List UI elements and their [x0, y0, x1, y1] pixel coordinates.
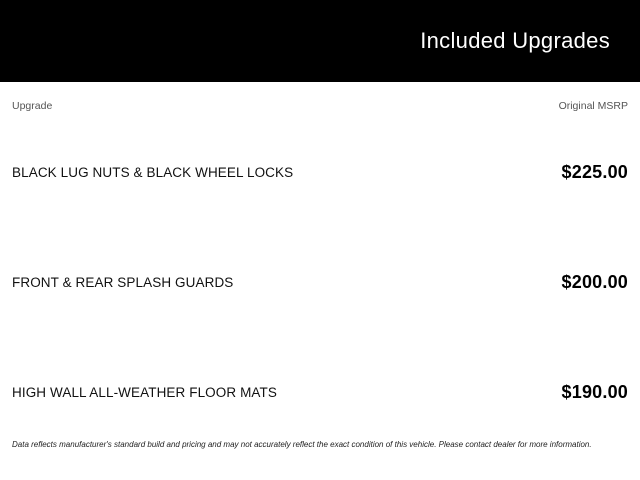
page-title: Included Upgrades	[420, 28, 610, 53]
upgrade-name: BLACK LUG NUTS & BLACK WHEEL LOCKS	[12, 165, 294, 180]
upgrade-price: $200.00	[561, 272, 628, 292]
table-row	[0, 140, 640, 250]
table-row	[0, 250, 640, 360]
upgrade-name: HIGH WALL ALL-WEATHER FLOOR MATS	[12, 385, 277, 400]
upgrades-list	[0, 140, 640, 470]
disclaimer-text: Data reflects manufacturer's standard build and pricing and may not accurately reflect the exact condition of this vehicle. Please contact dealer for more information.	[12, 439, 592, 449]
page-header	[0, 0, 640, 82]
upgrade-price: $190.00	[561, 382, 628, 402]
upgrade-price: $225.00	[561, 162, 628, 182]
upgrades-sheet	[0, 82, 640, 480]
column-header-msrp: Original MSRP	[558, 100, 628, 112]
table-row	[0, 360, 640, 470]
column-header-upgrade: Upgrade	[12, 100, 53, 112]
upgrade-name: FRONT & REAR SPLASH GUARDS	[12, 275, 234, 290]
